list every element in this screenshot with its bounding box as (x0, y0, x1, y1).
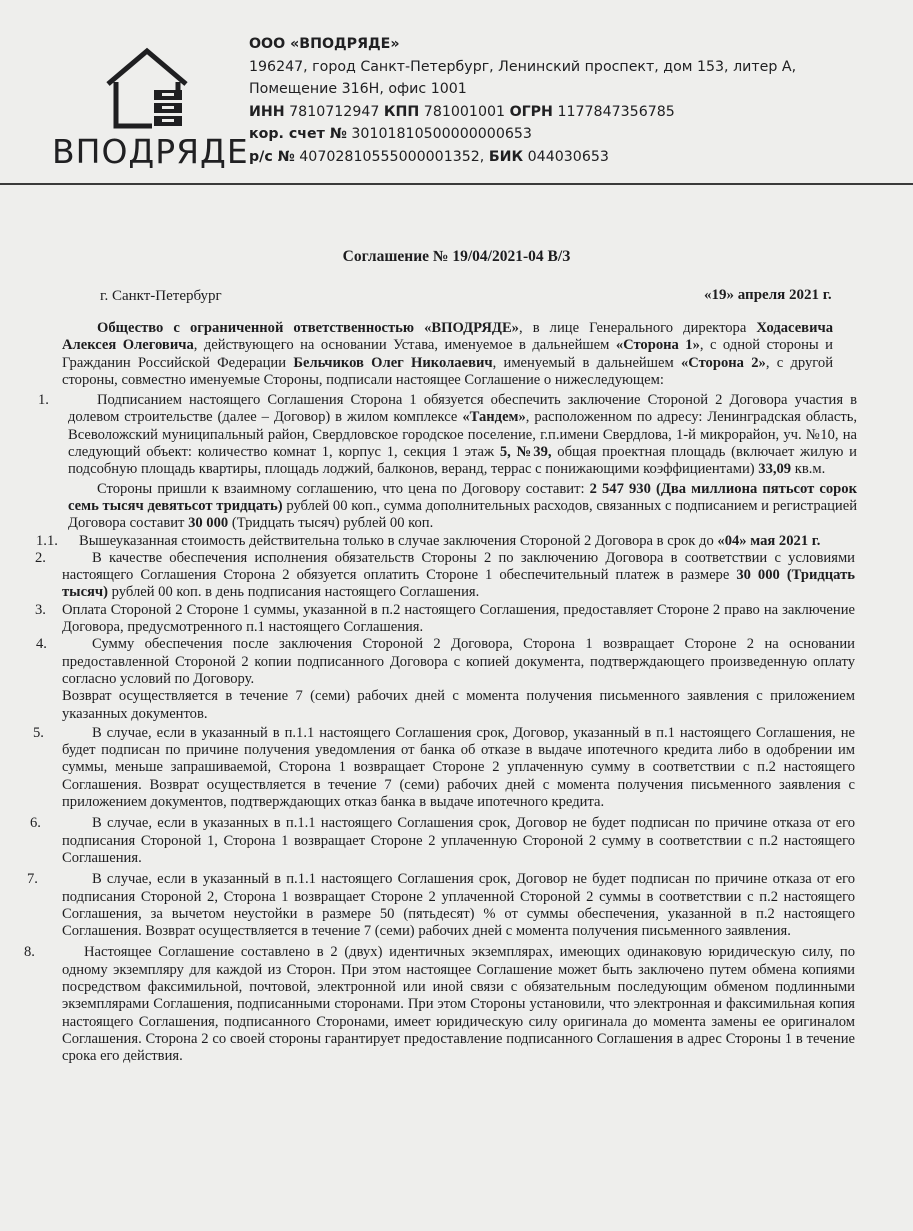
clause-8: 8. Настоящее Соглашение составлено в 2 (двух) идентичных экземплярах, имеющих одинаковую юридическую силу, по одному экземпляру для каждой из Сторон. При этом настоящее Соглашение может быть заключено путем обмена копиями посредством факсимильной, почтовой, электронной или иной связи с обязательным последующим обменом подлинными экземплярами Соглашения, подписанными сторонами. При этом Стороны установили, что электронная и факсимильная копия настоящего Соглашения, подписанного Сторонами, имеет юридическую силу оригинала до момента замены ее оригиналом Соглашения. Сторона 2 со своей стороны гарантирует предоставление подписанного Соглашения в адрес Стороны 1 в течение срока его действия. (24, 944, 855, 1065)
company-logo (52, 46, 249, 176)
clause-6: 6. В случае, если в указанных в п.1.1 настоящего Соглашения срок, Договор не будет подписан по причине отказа от его подписания Стороной 1, Сторона 1 возвращает Стороне 2 уплаченную Стороной 2 сумму в соответствии с п.2 настоящего Соглашения. (30, 815, 855, 866)
agreement-body (0, 320, 913, 1065)
clause-3: 3. Оплата Стороной 2 Стороне 1 суммы, указанной в п.2 настоящего Соглашения, предоставляет Стороне 2 право на заключение Договора, предусмотренного п.1 настоящего Соглашения. (35, 601, 855, 636)
document-date: «19» апреля 2021 г. (704, 287, 832, 303)
correspondent-account: кор. счет № 30101810500000000653 (249, 126, 532, 143)
clause-2: 2. В качестве обеспечения исполнения обязательств Стороны 2 по заключению Договора в соответствии с условиями настоящего Соглашения Сторона 2 обязуется оплатить Стороне 1 обеспечительный платеж в размере 30 000 (Тридцать тысяч) рублей 00 коп. в день подписания настоящего Соглашения. (35, 549, 855, 601)
clause-5: 5. В случае, если в указанный в п.1.1 настоящего Соглашения срок, Договор, указанный в п.1 настоящего Соглашения, не будет подписан по причине получения уведомления от банка об отказе в выдаче ипотечного кредита либо в одобрении им суммы, меньше запрашиваемой, Сторона 1 возвращает Стороне 2 уплаченную сумму в соответствии с п.2 настоящего Соглашения. Возврат осуществляется в течение 7 (семи) рабочих дней с момента получения письменного заявления с приложением документов, подтверждающих отказ банка в выдаче ипотечного кредита. (33, 724, 855, 811)
clause-number: 1. (38, 392, 49, 409)
company-details (249, 33, 796, 169)
clause-1-price: Стороны пришли к взаимному соглашению, что цена по Договору составит: 2 547 930 (Два миллиона пятьсот сорок семь тысяч девятьсот тридцать) рублей 00 коп., сумма дополнительных расходов, связанных с подписанием и регистрацией Договора составит 30 000 (Тридцать тысяч) рублей 00 коп. (68, 480, 858, 532)
clause-7: 7. В случае, если в указанный в п.1.1 настоящего Соглашения срок, Договор не будет подписан по причине отказа от его подписания Стороной 2, Сторона 1 возвращает Стороне 2 уплаченной Стороной 2 суммы в соответствии с п.2 настоящего Соглашения, за вычетом неустойки в размере 50 (пятьдесят) % от суммы обеспечения, указанной в п.2 настоящего Соглашения. Возврат осуществляется в течение 7 (семи) рабочих дней с момента получения письменного заявления. (27, 871, 855, 940)
header-divider (0, 183, 913, 185)
letterhead (0, 0, 913, 186)
company-name: ООО «ВПОДРЯДЕ» (249, 36, 400, 52)
clause-number: 1.1. (36, 532, 58, 549)
clause-1-1: 1.1. Вышеуказанная стоимость действительна только в случае заключения Стороной 2 Договора в срок до «04» мая 2021 г. (36, 532, 821, 549)
clause-4: 4. Сумму обеспечения после заключения Стороной 2 Договора, Сторона 1 возвращает Стороне 2 на основании предоставленной Стороной 2 копии подписанного Договора с копией документа, подтверждающего произведенную оплату согласно условий по Договору. Возврат осуществляется в течение 7 (семи) рабочих дней с момента получения письменного заявления с приложением указанных документов. (36, 636, 855, 722)
address-line-2: Помещение 316Н, офис 1001 (249, 81, 467, 98)
clause-number: 3. (35, 601, 46, 618)
clause-number: 7. (27, 871, 38, 888)
clause-number: 8. (24, 944, 35, 961)
clause-number: 5. (33, 724, 44, 741)
bank-account: р/с № 40702810555000001352, БИК 044030653 (249, 148, 609, 165)
clause-1: 1. Подписанием настоящего Соглашения Сторона 1 обязуется обеспечить заключение Стороной 2 Договора участия в долевом строительстве (далее – Договор) в жилом комплексе «Тандем», расположенном по адресу: Ленинградская область, Всеволожский муниципальный район, Свердловское городское поселение, г.п.имени Свердлова, 1-й микрорайон, уч. №10, на следующий объект: количество комнат 1, корпус 1, секция 1 этаж 5, №39, общая проектная площадь (включает жилую и подсобную площадь квартиры, площадь лоджий, балконов, веранд, террас с понижающими коэффициентами) 33,09 кв.м. (38, 392, 857, 478)
document-city: г. Санкт-Петербург (100, 288, 222, 304)
clause-number: 4. (36, 636, 47, 653)
clause-number: 6. (30, 815, 41, 832)
logo-wordmark: ВПОДРЯДЕ (52, 132, 249, 171)
intro-paragraph: Общество с ограниченной ответственностью «ВПОДРЯДЕ», в лице Генерального директора Ходасевича Алексея Олеговича, действующего на основании Устава, именуемое в дальнейшем «Сторона 1», с одной стороны и Гражданин Российской Федерации Бельчиков Олег Николаевич, именуемый в дальнейшем «Сторона 2», с другой стороны, совместно именуемые Стороны, подписали настоящее Соглашение о нижеследующем: (62, 320, 834, 388)
house-icon (104, 46, 190, 130)
tax-ids: ИНН 7810712947 КПП 781001001 ОГРН 1177847356785 (249, 103, 675, 120)
address-line-1: 196247, город Санкт-Петербург, Ленинский проспект, дом 153, литер А, (249, 58, 797, 75)
clause-number: 2. (35, 549, 46, 566)
document-title: Соглашение № 19/04/2021-04 В/З (342, 248, 571, 265)
